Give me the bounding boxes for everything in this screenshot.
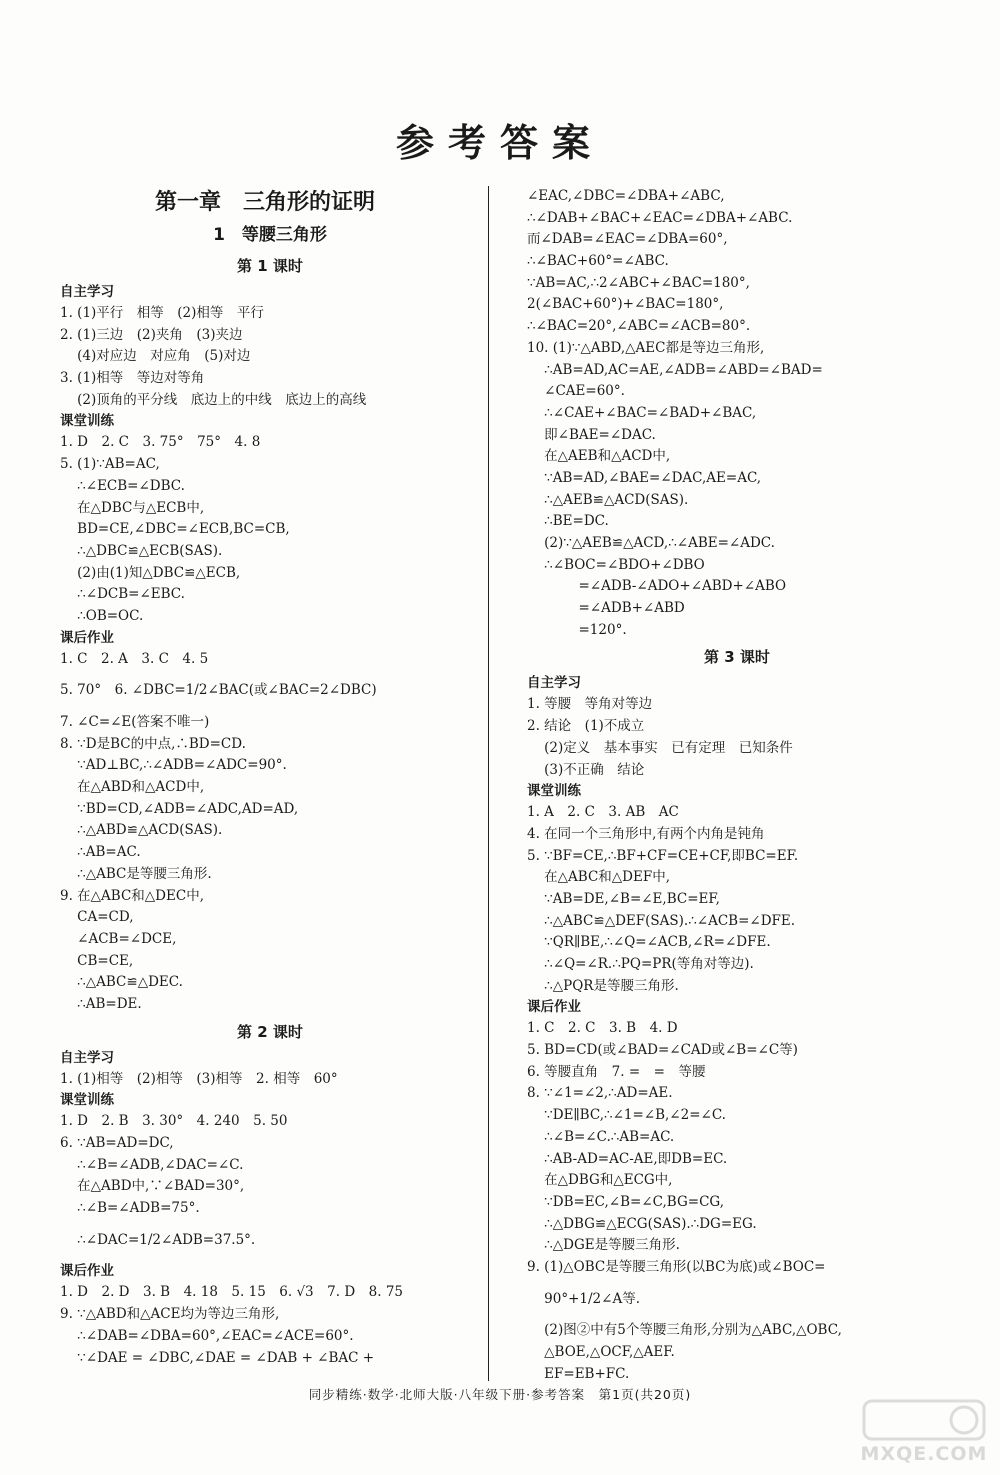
answer-line: EF=EB+FC. xyxy=(527,1365,630,1382)
answer-line: 1. (1)相等 (2)相等 (3)相等 2. 相等 60° xyxy=(60,1070,338,1087)
answer-line: =120°. xyxy=(527,621,627,638)
head-heading: 课堂训练 xyxy=(60,1092,114,1109)
spacer xyxy=(527,1279,947,1289)
answer-line: 1. (1)平行 相等 (2)相等 平行 xyxy=(60,305,264,321)
head-heading: 课后作业 xyxy=(527,999,581,1016)
answer-line: 9. (1)△OBC是等腰三角形(以BC为底)或∠BOC= xyxy=(527,1258,826,1275)
answer-line: ∴△ABC≌△DEC. xyxy=(60,974,183,991)
answer-line: ∵DE∥BC,∴∠1=∠B,∠2=∠C. xyxy=(527,1107,726,1124)
answer-line: 2. (1)三边 (2)夹角 (3)夹边 xyxy=(60,326,243,343)
head-heading: 课后作业 xyxy=(60,629,114,646)
answer-line: ∴△ABC是等腰三角形. xyxy=(60,865,212,882)
head-heading: 课堂训练 xyxy=(527,783,581,800)
answer-line: ∴△PQR是等腰三角形. xyxy=(527,977,679,994)
answer-line: 4. 在同一个三角形中,有两个内角是钝角 xyxy=(527,825,765,842)
watermark-logo xyxy=(860,1395,988,1469)
answer-line: 在△ABD和△ACD中, xyxy=(60,779,205,796)
answer-line: 7. ∠C=∠E(答案不唯一) xyxy=(60,714,210,730)
answer-line: 90°+1/2∠A等. xyxy=(527,1290,640,1307)
answer-line: ∠ACB=∠DCE, xyxy=(60,930,177,947)
answer-line: 1. A 2. C 3. AB AC xyxy=(527,804,679,821)
answer-line: 2(∠BAC+60°)+∠BAC=180°, xyxy=(527,296,724,313)
watermark-stamp-icon xyxy=(860,1395,988,1445)
answer-line: 6. ∵AB=AD=DC, xyxy=(60,1135,174,1151)
answer-line: ∴∠BAC+60°=∠ABC. xyxy=(527,253,669,270)
answer-line: ∵DB=EC,∠B=∠C,BG=CG, xyxy=(527,1193,724,1210)
answer-line: 8. ∵∠1=∠2,∴AD=AE. xyxy=(527,1085,673,1102)
answer-line: ∴AB=AD,AC=AE,∠ADB=∠ABD=∠BAD= xyxy=(527,361,823,378)
answer-line: ∵BD=CD,∠ADB=∠ADC,AD=AD, xyxy=(60,800,299,817)
answer-line: ∵∠DAE = ∠DBC,∠DAE = ∠DAB + ∠BAC + xyxy=(60,1349,375,1366)
answer-line: ∴∠DCB=∠EBC. xyxy=(60,586,185,603)
spacer xyxy=(60,702,480,712)
answer-line: 1. D 2. B 3. 30° 4. 240 5. 50 xyxy=(60,1113,288,1130)
answer-line: 5. ∵BF=CE,∴BF+CF=CE+CF,即BC=EF. xyxy=(527,847,799,864)
spacer xyxy=(60,1220,480,1230)
answer-line: 在△DBG和△ECG中, xyxy=(527,1172,673,1189)
answer-line: ∠EAC,∠DBC=∠DBA+∠ABC, xyxy=(527,188,725,204)
answer-line: ∴∠BOC=∠BDO+∠DBO xyxy=(527,556,705,573)
answer-line: 即∠BAE=∠DAC. xyxy=(527,426,656,443)
answer-line: ∴∠ECB=∠DBC. xyxy=(60,477,185,494)
answer-line: 10. (1)∵△ABD,△AEC都是等边三角形, xyxy=(527,339,765,356)
answer-line: 9. ∵△ABD和△ACE均为等边三角形, xyxy=(60,1306,280,1323)
answer-line: ∴△DBC≌△ECB(SAS). xyxy=(60,542,223,559)
section-heading: 1 等腰三角形 xyxy=(213,225,327,245)
answer-line: ∴△DGE是等腰三角形. xyxy=(527,1237,680,1254)
answer-line: ∠CAE=60°. xyxy=(527,383,625,400)
answer-line: (2)定义 基本事实 已有定理 已知条件 xyxy=(527,739,793,756)
answer-line: ∴△AEB≌△ACD(SAS). xyxy=(527,491,689,508)
answer-line: =∠ADB+∠ABD xyxy=(527,600,685,617)
chapter-heading: 第一章 三角形的证明 xyxy=(154,190,375,215)
answer-line: △BOE,△OCF,△AEF. xyxy=(527,1344,675,1360)
page-title: 参考答案 xyxy=(395,120,604,165)
answer-line: ∵QR∥BE,∴∠Q=∠ACB,∠R=∠DFE. xyxy=(527,934,771,951)
answer-line: 在△AEB和△ACD中, xyxy=(527,448,671,465)
answer-line: 5. BD=CD(或∠BAD=∠CAD或∠B=∠C等) xyxy=(527,1042,798,1059)
answer-line: 1. 等腰 等角对等边 xyxy=(527,696,653,713)
answer-line: 1. D 2. C 3. 75° 75° 4. 8 xyxy=(60,434,261,451)
answer-line: 8. ∵D是BC的中点,∴BD=CD. xyxy=(60,735,246,752)
answer-line: ∴AB=DE. xyxy=(60,995,142,1012)
answer-line: ∵AD⊥BC,∴∠ADB=∠ADC=90°. xyxy=(60,757,287,774)
spacer xyxy=(60,670,480,680)
left-column xyxy=(60,186,480,1369)
answer-line: 6. 等腰直角 7. = = 等腰 xyxy=(527,1063,706,1080)
answer-line: CA=CD, xyxy=(60,909,134,926)
head-heading: 自主学习 xyxy=(60,284,114,300)
column-divider xyxy=(488,186,489,1381)
answer-line: ∴∠CAE+∠BAC=∠BAD+∠BAC, xyxy=(527,404,757,421)
answer-line: ∴∠B=∠ADB,∠DAC=∠C. xyxy=(60,1156,244,1173)
answer-line: ∴AB-AD=AC-AE,即DB=EC. xyxy=(527,1150,728,1167)
answer-line: ∴△DBG≌△ECG(SAS).∴DG=EG. xyxy=(527,1215,757,1232)
head-heading: 课堂训练 xyxy=(60,413,114,430)
answer-line: BD=CE,∠DBC=∠ECB,BC=CB, xyxy=(60,521,290,538)
lesson-heading: 第 3 课时 xyxy=(704,648,770,667)
answer-line: 在△DBC与△ECB中, xyxy=(60,499,205,516)
spacer xyxy=(527,1310,947,1320)
answer-line: (2)图②中有5个等腰三角形,分别为△ABC,△OBC, xyxy=(527,1322,842,1339)
answer-line: ∴BE=DC. xyxy=(527,513,609,530)
answer-line: ∴∠DAB=∠DBA=60°,∠EAC=∠ACE=60°. xyxy=(60,1327,354,1344)
answer-line: ∴OB=OC. xyxy=(60,607,144,624)
answer-line: 5. 70° 6. ∠DBC=1/2∠BAC(或∠BAC=2∠DBC) xyxy=(60,682,377,699)
answer-line: ∵AB=DE,∠B=∠E,BC=EF, xyxy=(527,890,720,907)
answer-line: 5. (1)∵AB=AC, xyxy=(60,456,160,473)
watermark-text: MXQE.COM xyxy=(860,1443,988,1465)
head-heading: 自主学习 xyxy=(527,675,581,692)
answer-line: ∴∠B=∠ADB=75°. xyxy=(60,1200,200,1217)
answer-line: (2)顶角的平分线 底边上的中线 底边上的高线 xyxy=(60,391,367,408)
answer-line: 3. (1)相等 等边对等角 xyxy=(60,370,205,387)
answer-line: =∠ADB-∠ADO+∠ABD+∠ABO xyxy=(527,578,787,595)
answer-line: ∵AB=AC,∴2∠ABC+∠BAC=180°, xyxy=(527,274,750,291)
answer-line: ∴∠DAC=1/2∠ADB=37.5°. xyxy=(60,1231,256,1248)
lesson-heading: 第 2 课时 xyxy=(237,1022,303,1041)
answer-line: 1. C 2. C 3. B 4. D xyxy=(527,1020,678,1037)
answer-line: (3)不正确 结论 xyxy=(527,761,645,778)
answer-line: 在△ABC和△DEF中, xyxy=(527,869,671,886)
head-heading: 自主学习 xyxy=(60,1049,114,1066)
head-heading: 课后作业 xyxy=(60,1263,114,1280)
answer-line: (4)对应边 对应角 (5)对边 xyxy=(60,348,251,365)
answer-line: ∴AB=AC. xyxy=(60,844,141,861)
answer-line: ∴∠BAC=20°,∠ABC=∠ACB=80°. xyxy=(527,318,751,335)
answer-line: (2)由(1)知△DBC≌△ECB, xyxy=(60,564,241,581)
answer-line: ∴△ABC≌△DEF(SAS).∴∠ACB=∠DFE. xyxy=(527,912,796,929)
answer-line: ∴∠B=∠C.∴AB=AC. xyxy=(527,1128,675,1145)
answer-line: ∴∠Q=∠R.∴PQ=PR(等角对等边). xyxy=(527,956,754,972)
spacer xyxy=(60,1251,480,1261)
answer-line: CB=CE, xyxy=(60,952,134,969)
answer-line: ∵AB=AD,∠BAE=∠DAC,AE=AC, xyxy=(527,469,762,486)
answer-line: 而∠DAB=∠EAC=∠DBA=60°, xyxy=(527,231,728,248)
answer-line: (2)∵△AEB≌△ACD,∴∠ABE=∠ADC. xyxy=(527,535,775,551)
right-column xyxy=(527,186,947,1385)
answer-line: ∴△ABD≌△ACD(SAS). xyxy=(60,822,223,839)
answer-line: 9. 在△ABC和△DEC中, xyxy=(60,887,204,904)
page-footer: 同步精练·数学·北师大版·八年级下册·参考答案 第1页(共20页) xyxy=(308,1387,692,1402)
answer-line: 1. D 2. D 3. B 4. 18 5. 15 6. √3 7. D 8. 75 xyxy=(60,1284,403,1301)
lesson-heading: 第 1 课时 xyxy=(237,257,303,275)
answer-line: 在△ABD中,∵∠BAD=30°, xyxy=(60,1178,245,1195)
answer-line: ∴∠DAB+∠BAC+∠EAC=∠DBA+∠ABC. xyxy=(527,209,793,226)
answer-line: 2. 结论 (1)不成立 xyxy=(527,718,645,735)
answer-line: 1. C 2. A 3. C 4. 5 xyxy=(60,650,209,667)
